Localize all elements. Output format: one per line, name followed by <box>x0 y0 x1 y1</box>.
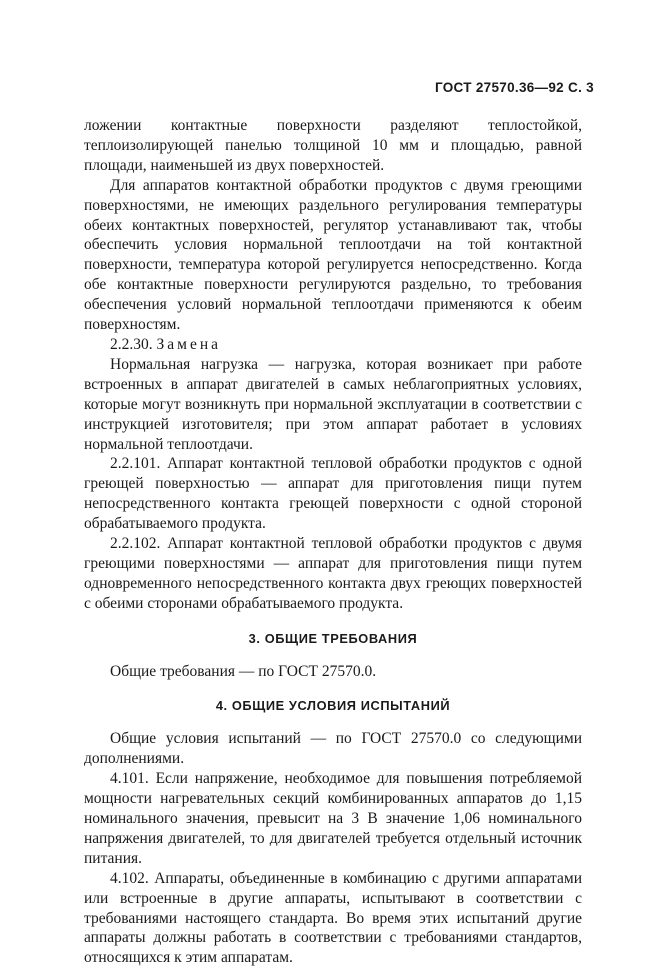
clause-2-2-30-number: 2.2.30. <box>110 335 153 353</box>
section-3-title: 3. ОБЩИЕ ТРЕБОВАНИЯ <box>248 630 418 646</box>
clause-2-2-102: 2.2.102. Аппарат контактной тепловой обработки продуктов с двумя греющими поверхностями — аппарат для приготовления пищи путем одновременного непосредственного контакта двух греющих поверхностей с обеими сторонами обрабатываемого продукта. <box>84 535 582 612</box>
section-3-text: Общие требования — по ГОСТ 27570.0. <box>110 662 377 680</box>
clause-2-2-30-title: Замена <box>156 335 222 353</box>
clause-2-2-30-heading <box>84 335 582 355</box>
section-4-intro: Общие условия испытаний — по ГОСТ 27570.0 со следующими дополнениями. <box>84 730 582 768</box>
paragraph-normal-load: Нормальная нагрузка — нагрузка, которая возникает при работе встроенных в аппарат двигателей в самых неблагоприятных условиях, которые могут возникнуть при нормальной эксплуатации в соответствии с инструкцией изготовителя; при этом аппарат работает в условиях нормальной теплоотдачи. <box>84 355 582 453</box>
section-4-title: 4. ОБЩИЕ УСЛОВИЯ ИСПЫТАНИЙ <box>215 698 451 714</box>
page-header: ГОСТ 27570.36—92 С. 3 <box>434 80 594 95</box>
paragraph-continuation: ложении контактные поверхности разделяют теплостойкой, теплоизолирующей панелью толщиной 10 мм и площадью, равной площади, наименьшей из двух поверхностей. <box>84 117 582 174</box>
document-body <box>84 116 582 968</box>
clause-4-101: 4.101. Если напряжение, необходимое для повышения потребляемой мощности нагревательных секций комбинированных аппаратов до 1,15 номинального значения, превысит на 3 В значение 1,06 номинального напряжения двигателей, то для двигателей требуется отдельный источник питания. <box>84 770 582 867</box>
clause-2-2-101: 2.2.101. Аппарат контактной тепловой обработки продуктов с одной греющей поверхностью — аппарат для приготовления пищи путем непосредственного контакта греющей поверхности с одной стороной обрабатываемого продукта. <box>84 455 582 533</box>
paragraph-two-surfaces: Для аппаратов контактной обработки продуктов с двумя греющими поверхностями, не имеющих раздельного регулирования температуры обеих контактных поверхностей, регулятор устанавливают так, чтобы обеспечить условия нормальной теплоотдачи на той контактной поверхности, температура которой регулируется непосредственно. Когда обе контактные поверхности регулируются раздельно, то требования обеспечения условий нормальной теплоотдачи применяются к обеим поверхностям. <box>84 176 582 334</box>
clause-4-102: 4.102. Аппараты, объединенные в комбинацию с другими аппаратами или встроенные в другие аппараты, испытывают в соответствии с требованиями настоящего стандарта. Во время этих испытаний другие аппараты должны работать в соответствии с требованиями стандартов, относящихся к этим аппаратам. <box>84 869 582 967</box>
